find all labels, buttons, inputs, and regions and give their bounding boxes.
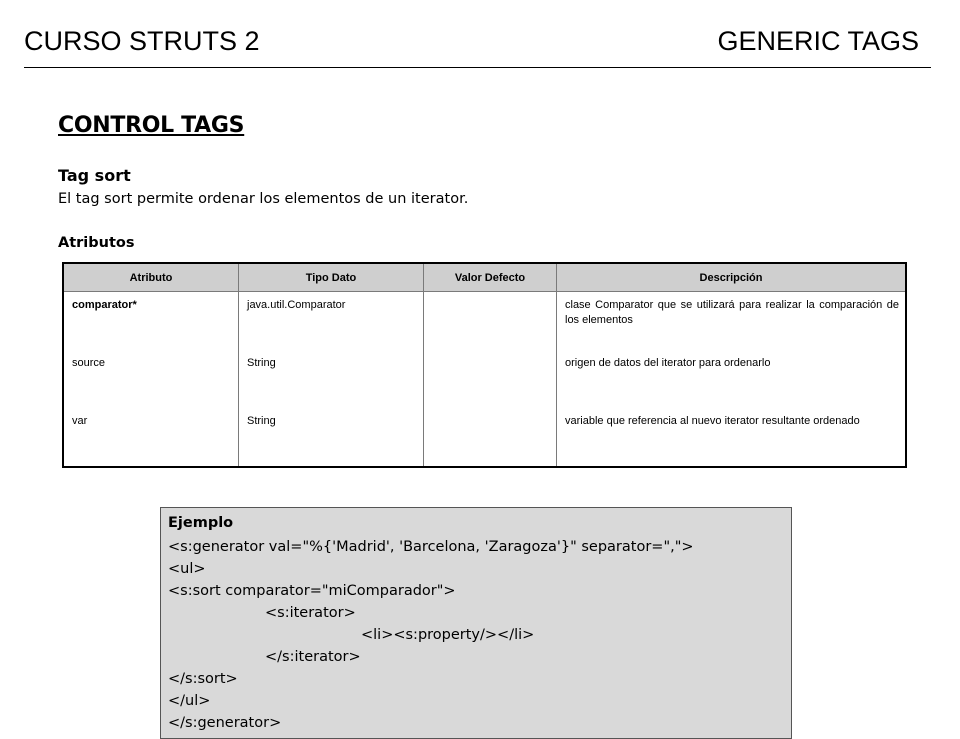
attribute-type: String [239, 350, 424, 408]
header-divider [24, 67, 931, 68]
attributes-table [62, 262, 907, 468]
column-header-description: Descripción [557, 263, 907, 292]
example-code-box [160, 507, 792, 739]
attribute-type: String [239, 408, 424, 467]
header-course-title: CURSO STRUTS 2 [24, 26, 260, 56]
code-line: </ul> [168, 693, 211, 709]
column-header-attribute: Atributo [63, 263, 239, 292]
example-title: Ejemplo [168, 515, 234, 531]
attribute-default [424, 408, 557, 467]
code-line: <li><s:property/></li> [361, 627, 535, 643]
code-line: </s:sort> [168, 671, 238, 687]
attribute-description: clase Comparator que se utilizará para realizar la comparación de los elementos [557, 292, 907, 351]
tag-description: El tag sort permite ordenar los elementos de un iterator. [58, 191, 469, 207]
column-header-default: Valor Defecto [424, 263, 557, 292]
attribute-type: java.util.Comparator [239, 292, 424, 351]
attribute-default [424, 292, 557, 351]
table-row [63, 350, 906, 408]
code-line: </s:generator> [168, 715, 282, 731]
code-line: </s:iterator> [265, 649, 361, 665]
code-line: <s:generator val="%{'Madrid', 'Barcelona, 'Zaragoza'}" separator=","> [168, 539, 694, 555]
attribute-description: origen de datos del iterator para ordenarlo [557, 350, 907, 408]
table-row [63, 292, 906, 351]
attribute-name: source [63, 350, 239, 408]
code-line: <ul> [168, 561, 206, 577]
table-row [63, 408, 906, 467]
table-header-row [63, 263, 906, 292]
attributes-heading: Atributos [58, 235, 135, 251]
column-header-type: Tipo Dato [239, 263, 424, 292]
tag-title: Tag sort [58, 166, 131, 185]
section-title: CONTROL TAGS [58, 113, 245, 138]
header-topic-title: GENERIC TAGS [717, 26, 919, 56]
attribute-name: var [63, 408, 239, 467]
code-line: <s:sort comparator="miComparador"> [168, 583, 456, 599]
attribute-description: variable que referencia al nuevo iterator resultante ordenado [557, 408, 907, 467]
attribute-default [424, 350, 557, 408]
attribute-name: comparator* [63, 292, 239, 351]
code-line: <s:iterator> [265, 605, 356, 621]
